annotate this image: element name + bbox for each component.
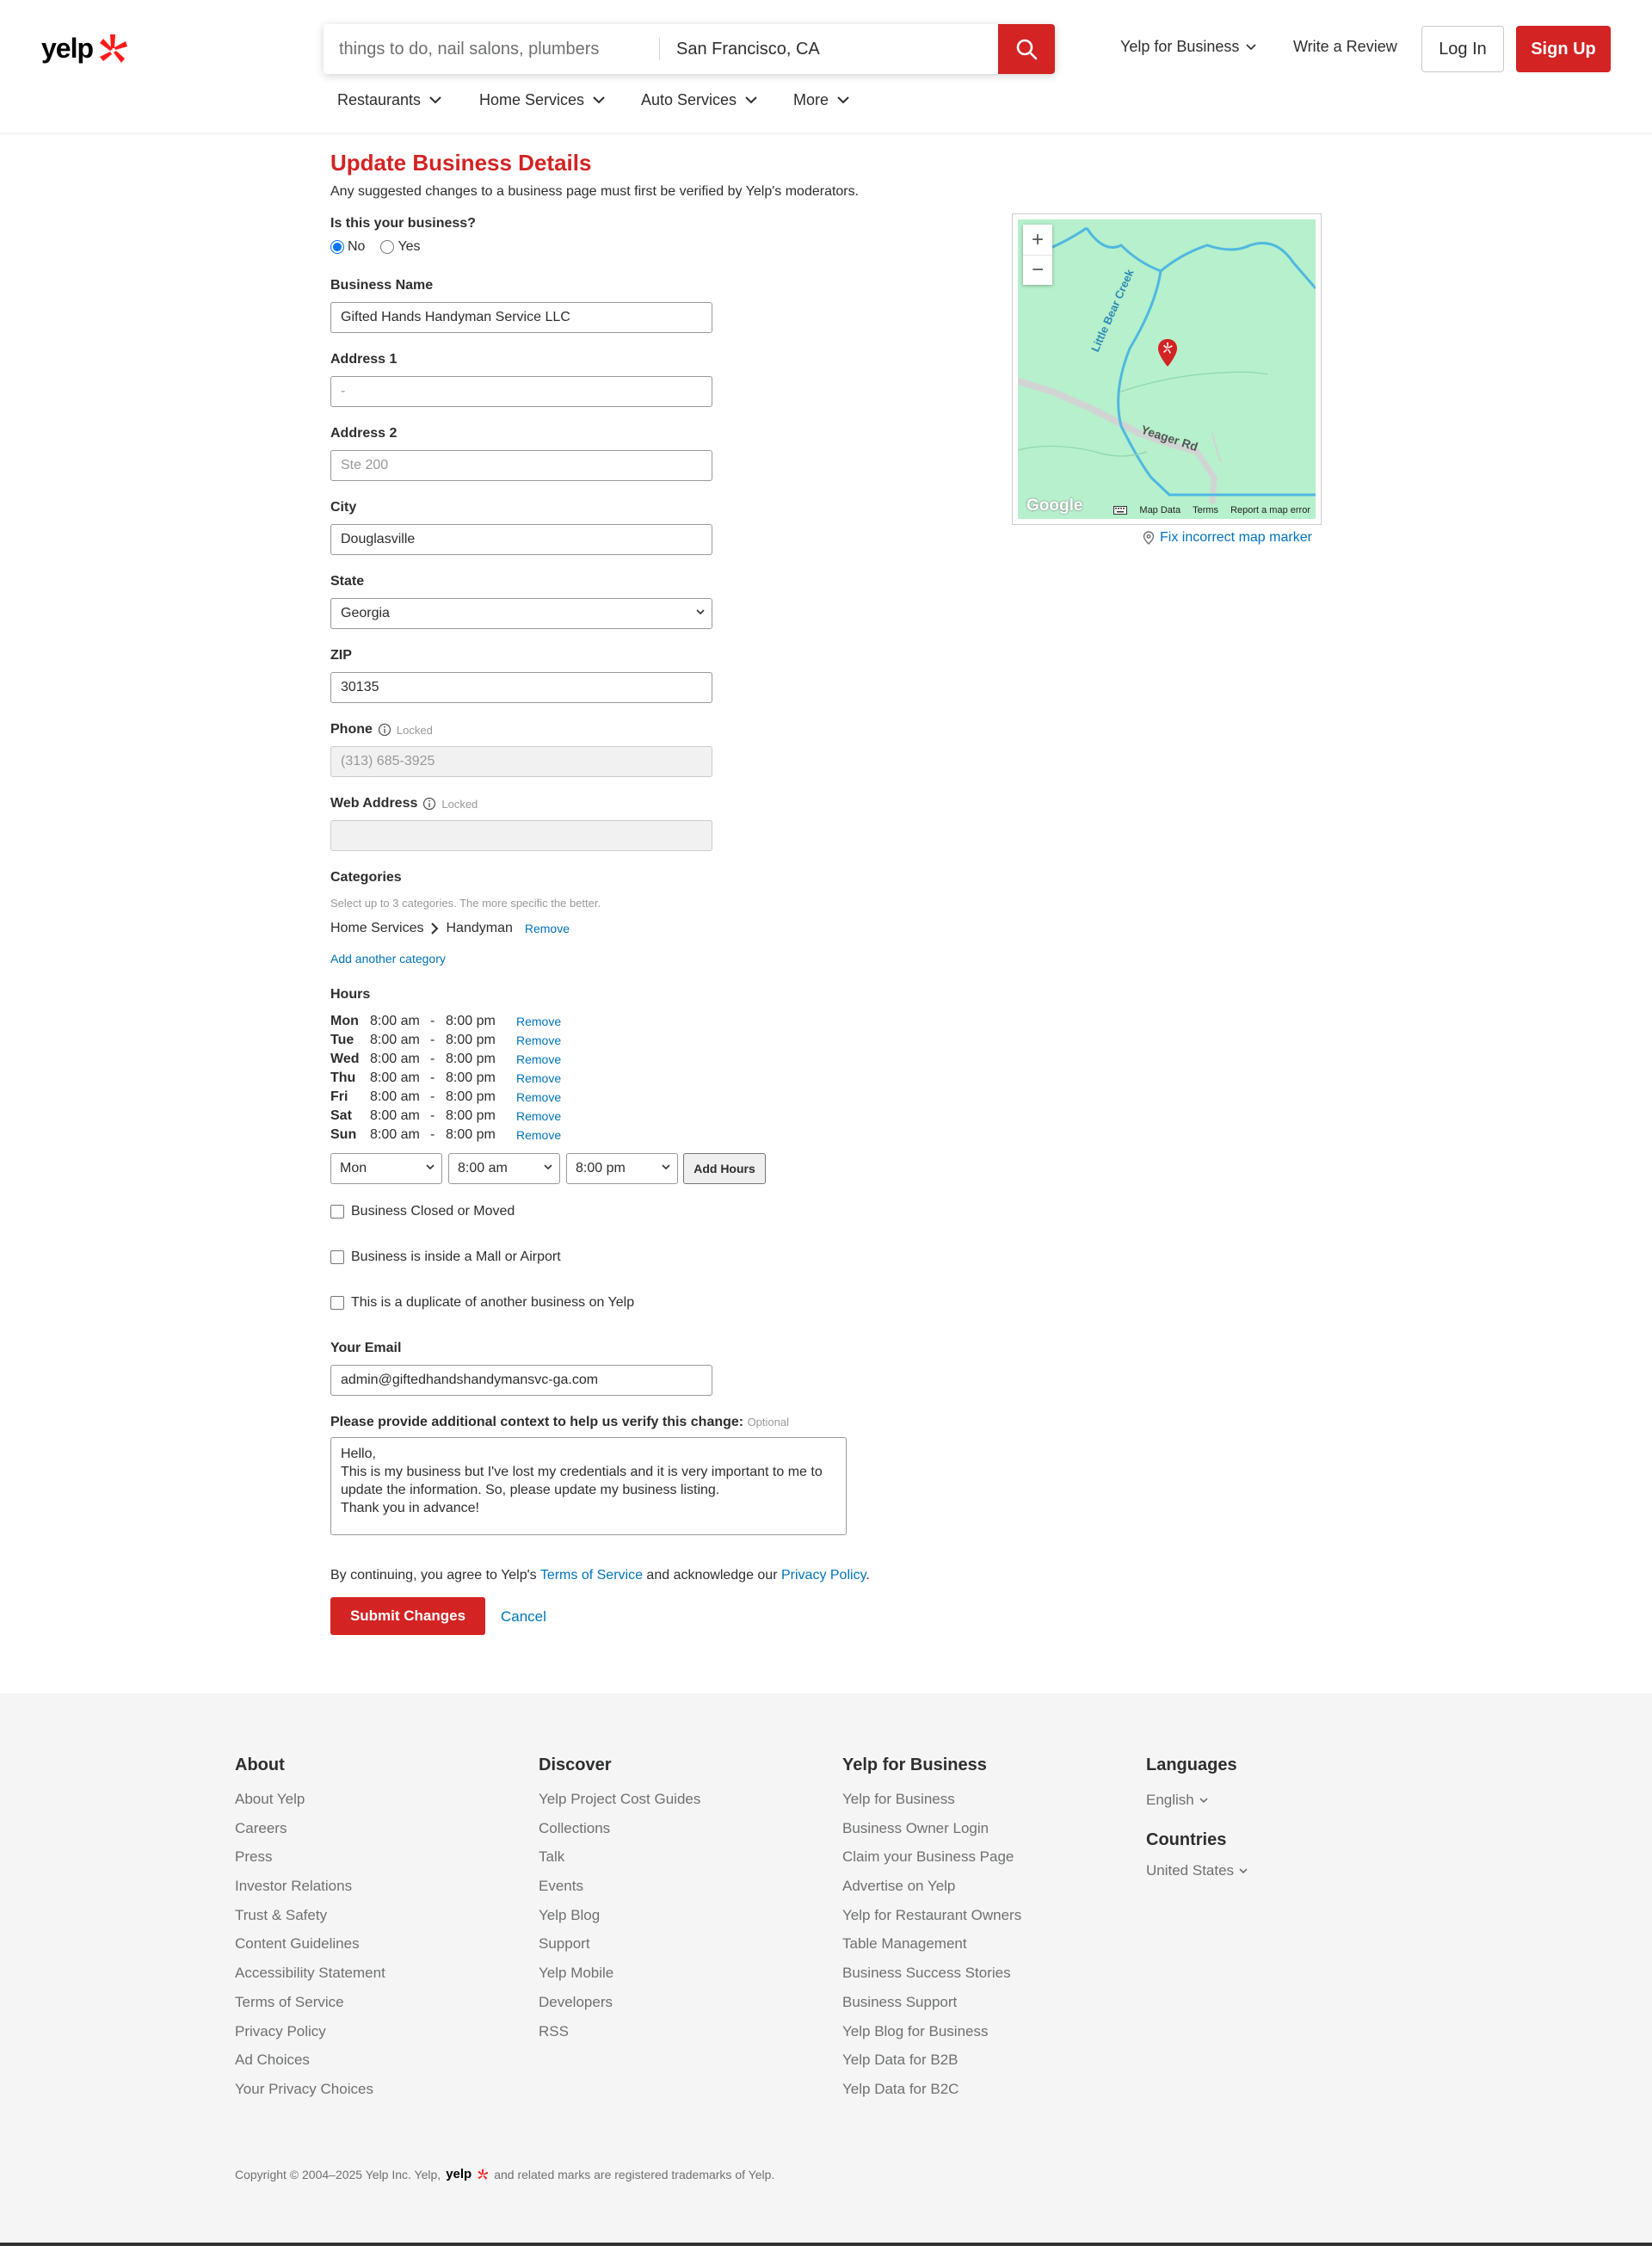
footer-link[interactable]: Accessibility Statement <box>235 1965 385 1982</box>
search-near-input[interactable] <box>661 24 988 74</box>
nav-more[interactable] <box>793 91 849 109</box>
footer-about-title: About <box>235 1755 285 1774</box>
terms-notice <box>330 1568 870 1583</box>
hours-row <box>330 1069 561 1088</box>
chevron-down-icon <box>544 1164 552 1170</box>
footer-link[interactable]: Events <box>539 1878 583 1895</box>
new-hours-day-select[interactable] <box>330 1153 442 1184</box>
cancel-link[interactable]: Cancel <box>501 1608 546 1625</box>
yelp-for-business-label: Yelp for Business <box>1120 38 1240 55</box>
map-canvas[interactable] <box>1018 219 1316 519</box>
hours-close: 8:00 pm <box>446 1127 496 1142</box>
terms-end: . <box>866 1568 870 1583</box>
remove-hours-link[interactable]: Remove <box>516 1109 562 1123</box>
bottom-bar <box>0 2243 1652 2246</box>
signup-button[interactable]: Sign Up <box>1516 26 1611 72</box>
footer-languages-title: Languages <box>1146 1755 1237 1774</box>
chevron-down-icon <box>1239 1868 1248 1874</box>
footer-link[interactable]: Support <box>539 1935 590 1953</box>
footer-link[interactable]: Business Success Stories <box>842 1965 1011 1982</box>
footer-link[interactable]: RSS <box>539 2022 569 2039</box>
search-button[interactable] <box>998 24 1055 74</box>
city-input[interactable] <box>330 524 712 555</box>
yelp-burst-icon <box>96 33 129 65</box>
footer-link[interactable]: Yelp Blog for Business <box>842 2022 989 2039</box>
login-button[interactable]: Log In <box>1421 26 1504 72</box>
category-item <box>330 921 570 936</box>
new-hours-day-value: Mon <box>340 1161 367 1175</box>
nav-home-services[interactable] <box>479 91 605 109</box>
hours-dash: - <box>430 1052 435 1066</box>
footer-countries-title: Countries <box>1146 1830 1227 1849</box>
map-data-link[interactable]: Map Data <box>1139 505 1181 515</box>
privacy-policy-link[interactable]: Privacy Policy <box>780 1568 866 1583</box>
copyright-post: and related marks are registered trademarks of Yelp. <box>494 2167 775 2181</box>
footer-link[interactable]: Developers <box>539 1993 613 2010</box>
country-selector[interactable] <box>1146 1862 1248 1879</box>
phone-label: Phone <box>330 722 373 737</box>
hours-day: Sun <box>330 1127 357 1142</box>
footer-locale-column <box>1146 1755 1248 1879</box>
road-label: Yeager Rd <box>1139 422 1200 454</box>
remove-hours-link[interactable]: Remove <box>516 1128 562 1142</box>
closed-moved-checkbox[interactable] <box>330 1205 344 1219</box>
phone-input <box>330 746 712 777</box>
web-address-label: Web Address <box>330 796 418 811</box>
fix-map-marker-label: Fix incorrect map marker <box>1160 530 1312 545</box>
map-terms-link[interactable]: Terms <box>1193 505 1219 515</box>
zoom-out-button[interactable]: − <box>1023 255 1052 285</box>
footer-link[interactable]: Yelp for Business <box>842 1791 955 1807</box>
context-textarea[interactable] <box>330 1437 847 1535</box>
duplicate-checkbox[interactable] <box>330 1296 344 1310</box>
page-subtitle: Any suggested changes to a business page must first be verified by Yelp's moderators. <box>330 184 860 199</box>
footer-link[interactable]: Terms of Service <box>235 1993 344 2010</box>
location-pin-icon <box>1143 531 1155 545</box>
web-label-row <box>330 796 478 811</box>
chevron-right-icon <box>430 922 439 935</box>
radio-yes-label: Yes <box>398 239 421 254</box>
yelp-burst-icon <box>477 2169 489 2181</box>
radio-yes[interactable] <box>380 240 394 254</box>
categories-hint: Select up to 3 categories. The more specific the better. <box>330 897 601 910</box>
remove-hours-link[interactable]: Remove <box>516 1071 562 1085</box>
google-logo: Google <box>1026 497 1083 515</box>
footer-link[interactable]: Yelp Data for B2C <box>842 2080 959 2097</box>
hours-label: Hours <box>330 987 371 1002</box>
context-label-row <box>330 1415 789 1430</box>
hours-day: Wed <box>330 1052 360 1066</box>
keyboard-icon[interactable] <box>1113 506 1127 515</box>
chevron-down-icon <box>593 96 605 104</box>
hours-row <box>330 1107 561 1126</box>
hours-open: 8:00 am <box>370 1089 420 1104</box>
web-locked-text: Locked <box>441 797 478 811</box>
hours-row <box>330 1126 561 1145</box>
search-find-input[interactable] <box>324 24 659 74</box>
email-label: Your Email <box>330 1341 402 1355</box>
hours-open: 8:00 am <box>370 1014 420 1028</box>
search-icon <box>1015 38 1038 60</box>
add-hours-button[interactable]: Add Hours <box>683 1153 766 1184</box>
map-features <box>1018 219 1316 519</box>
terms-mid: and acknowledge our <box>646 1568 778 1583</box>
hours-open: 8:00 am <box>370 1071 420 1085</box>
address1-input[interactable] <box>330 376 712 407</box>
footer-link[interactable]: Yelp for Restaurant Owners <box>842 1906 1022 1923</box>
hours-close: 8:00 pm <box>446 1033 496 1047</box>
hours-dash: - <box>430 1014 435 1028</box>
state-select[interactable] <box>330 598 712 629</box>
footer-link[interactable]: Table Management <box>842 1935 967 1953</box>
new-hours-open-select[interactable] <box>448 1153 560 1184</box>
footer-link[interactable]: Press <box>235 1848 273 1866</box>
terms-of-service-link[interactable]: Terms of Service <box>539 1568 643 1583</box>
info-icon[interactable] <box>422 797 436 811</box>
footer-link[interactable]: Yelp Project Cost Guides <box>539 1791 701 1807</box>
search-divider <box>659 38 660 60</box>
footer-business-title: Yelp for Business <box>842 1755 987 1774</box>
chevron-down-icon <box>745 96 757 104</box>
city-label: City <box>330 500 357 515</box>
creek-label: Little Bear Creek <box>1088 267 1137 355</box>
info-icon[interactable] <box>378 723 391 737</box>
footer-link[interactable]: Claim your Business Page <box>842 1848 1014 1866</box>
country-value: United States <box>1146 1862 1235 1879</box>
footer-discover-column <box>539 1755 700 2052</box>
footer-about-column <box>235 1755 385 2110</box>
radio-no-label: No <box>348 239 366 254</box>
address2-label: Address 2 <box>330 426 398 441</box>
map-zoom-controls <box>1023 225 1052 285</box>
language-value: English <box>1146 1792 1194 1808</box>
nav-auto-services-label: Auto Services <box>641 91 737 108</box>
nav-auto-services[interactable] <box>641 91 757 109</box>
nav-home-services-label: Home Services <box>479 91 585 108</box>
remove-category-link[interactable]: Remove <box>524 922 570 935</box>
footer-link[interactable]: Trust & Safety <box>235 1906 328 1923</box>
business-name-input[interactable] <box>330 302 712 333</box>
add-category-link[interactable]: Add another category <box>330 952 446 966</box>
page-title: Update Business Details <box>330 150 592 176</box>
hours-open: 8:00 am <box>370 1052 420 1066</box>
zip-label: ZIP <box>330 648 352 663</box>
remove-hours-link[interactable]: Remove <box>516 1090 562 1104</box>
hours-dash: - <box>430 1089 435 1104</box>
category-child: Handyman <box>446 921 513 935</box>
phone-label-row <box>330 722 433 737</box>
footer-link[interactable]: Yelp Blog <box>539 1906 601 1923</box>
chevron-down-icon <box>426 1164 435 1170</box>
footer-business-column <box>842 1755 1021 2110</box>
hours-day: Fri <box>330 1089 348 1104</box>
categories-label: Categories <box>330 870 402 885</box>
search-bar <box>324 24 1055 74</box>
header <box>0 0 1652 134</box>
hours-row <box>330 1050 561 1069</box>
footer-discover-title: Discover <box>539 1755 612 1774</box>
radio-no[interactable] <box>330 240 344 254</box>
hours-day: Thu <box>330 1071 356 1085</box>
chevron-down-icon <box>696 609 705 615</box>
duplicate-row <box>330 1295 634 1311</box>
hours-row <box>330 1088 561 1107</box>
yelp-logo[interactable] <box>41 31 136 71</box>
footer-link[interactable]: Talk <box>539 1848 565 1866</box>
nav-restaurants[interactable] <box>337 91 441 109</box>
footer-link[interactable]: Yelp Mobile <box>539 1965 614 1982</box>
inside-mall-label: Business is inside a Mall or Airport <box>351 1249 561 1264</box>
copyright <box>235 2167 774 2181</box>
hours-close: 8:00 pm <box>446 1108 496 1123</box>
footer-link[interactable]: Careers <box>235 1819 287 1836</box>
hours-open: 8:00 am <box>370 1108 420 1123</box>
footer-link[interactable]: Advertise on Yelp <box>842 1878 956 1895</box>
submit-changes-button[interactable]: Submit Changes <box>330 1597 485 1635</box>
remove-hours-link[interactable]: Remove <box>516 1015 562 1028</box>
hours-dash: - <box>430 1127 435 1142</box>
copyright-pre: Copyright © 2004–2025 Yelp Inc. Yelp, <box>235 2167 441 2181</box>
chevron-down-icon <box>1199 1798 1208 1804</box>
address2-input[interactable] <box>330 450 712 481</box>
nav-more-label: More <box>793 91 829 108</box>
inside-mall-row <box>330 1249 561 1265</box>
footer-link[interactable]: Business Owner Login <box>842 1819 989 1836</box>
report-map-error-link[interactable]: Report a map error <box>1230 505 1310 515</box>
duplicate-label: This is a duplicate of another business on Yelp <box>351 1295 635 1310</box>
footer-link[interactable]: Content Guidelines <box>235 1935 360 1953</box>
footer-link[interactable]: Your Privacy Choices <box>235 2080 373 2097</box>
logo-wordmark: yelp <box>41 33 94 64</box>
is-yours-label: Is this your business? <box>330 216 476 231</box>
context-optional: Optional <box>747 1416 789 1428</box>
footer-link[interactable]: Business Support <box>842 1993 958 2010</box>
hours-close: 8:00 pm <box>446 1089 496 1104</box>
footer-link[interactable]: Collections <box>539 1819 611 1836</box>
category-parent: Home Services <box>330 921 424 935</box>
remove-hours-link[interactable]: Remove <box>516 1034 562 1047</box>
chevron-down-icon <box>1246 44 1256 51</box>
zoom-in-button[interactable]: + <box>1031 227 1044 251</box>
business-name-label: Business Name <box>330 278 434 293</box>
hours-close: 8:00 pm <box>446 1014 496 1028</box>
remove-hours-link[interactable]: Remove <box>516 1052 562 1066</box>
context-label: Please provide additional context to help us verify this change: <box>330 1415 744 1429</box>
new-hours-close-select[interactable] <box>566 1153 678 1184</box>
hours-dash: - <box>430 1071 435 1085</box>
footer-link[interactable]: About Yelp <box>235 1791 305 1807</box>
state-label: State <box>330 574 365 589</box>
web-address-input <box>330 820 712 851</box>
state-select-value: Georgia <box>341 606 390 620</box>
chevron-down-icon <box>429 96 441 104</box>
footer-link[interactable]: Ad Choices <box>235 2052 310 2069</box>
new-hours-open-value: 8:00 am <box>458 1161 508 1175</box>
language-selector[interactable] <box>1146 1787 1248 1813</box>
fix-map-marker-link[interactable] <box>1143 530 1312 546</box>
map-marker-icon[interactable] <box>1157 338 1178 367</box>
footer-link[interactable]: Yelp Data for B2B <box>842 2052 959 2069</box>
map-footer <box>1113 505 1310 515</box>
hours-dash: - <box>430 1033 435 1047</box>
business-map <box>1012 213 1322 525</box>
hours-day: Mon <box>330 1014 359 1028</box>
terms-prefix: By continuing, you agree to Yelp's <box>330 1568 537 1583</box>
zip-input[interactable] <box>330 672 712 703</box>
nav-restaurants-label: Restaurants <box>337 91 422 108</box>
hours-close: 8:00 pm <box>446 1052 496 1066</box>
closed-moved-label: Business Closed or Moved <box>351 1204 515 1219</box>
hours-row <box>330 1031 561 1050</box>
inside-mall-checkbox[interactable] <box>330 1250 344 1264</box>
hours-row <box>330 1012 561 1031</box>
address1-label: Address 1 <box>330 352 398 367</box>
chevron-down-icon <box>837 96 849 104</box>
new-hours-close-value: 8:00 pm <box>576 1161 626 1175</box>
hours-open: 8:00 am <box>370 1033 420 1047</box>
hours-day: Sat <box>330 1108 352 1123</box>
yelp-for-business-menu[interactable] <box>1120 38 1256 56</box>
hours-day: Tue <box>330 1033 354 1047</box>
chevron-down-icon <box>662 1164 670 1170</box>
hours-open: 8:00 am <box>370 1127 420 1142</box>
write-review-label: Write a Review <box>1293 38 1397 55</box>
copyright-logo: yelp <box>446 2167 472 2181</box>
radio-group-is-yours <box>330 239 421 255</box>
hours-dash: - <box>430 1108 435 1123</box>
write-review-link[interactable] <box>1293 38 1397 56</box>
email-input[interactable] <box>330 1365 712 1396</box>
footer-link[interactable]: Investor Relations <box>235 1878 353 1895</box>
footer-link[interactable]: Privacy Policy <box>235 2022 326 2039</box>
phone-locked-text: Locked <box>396 723 433 737</box>
closed-moved-row <box>330 1204 515 1219</box>
hours-close: 8:00 pm <box>446 1071 496 1085</box>
